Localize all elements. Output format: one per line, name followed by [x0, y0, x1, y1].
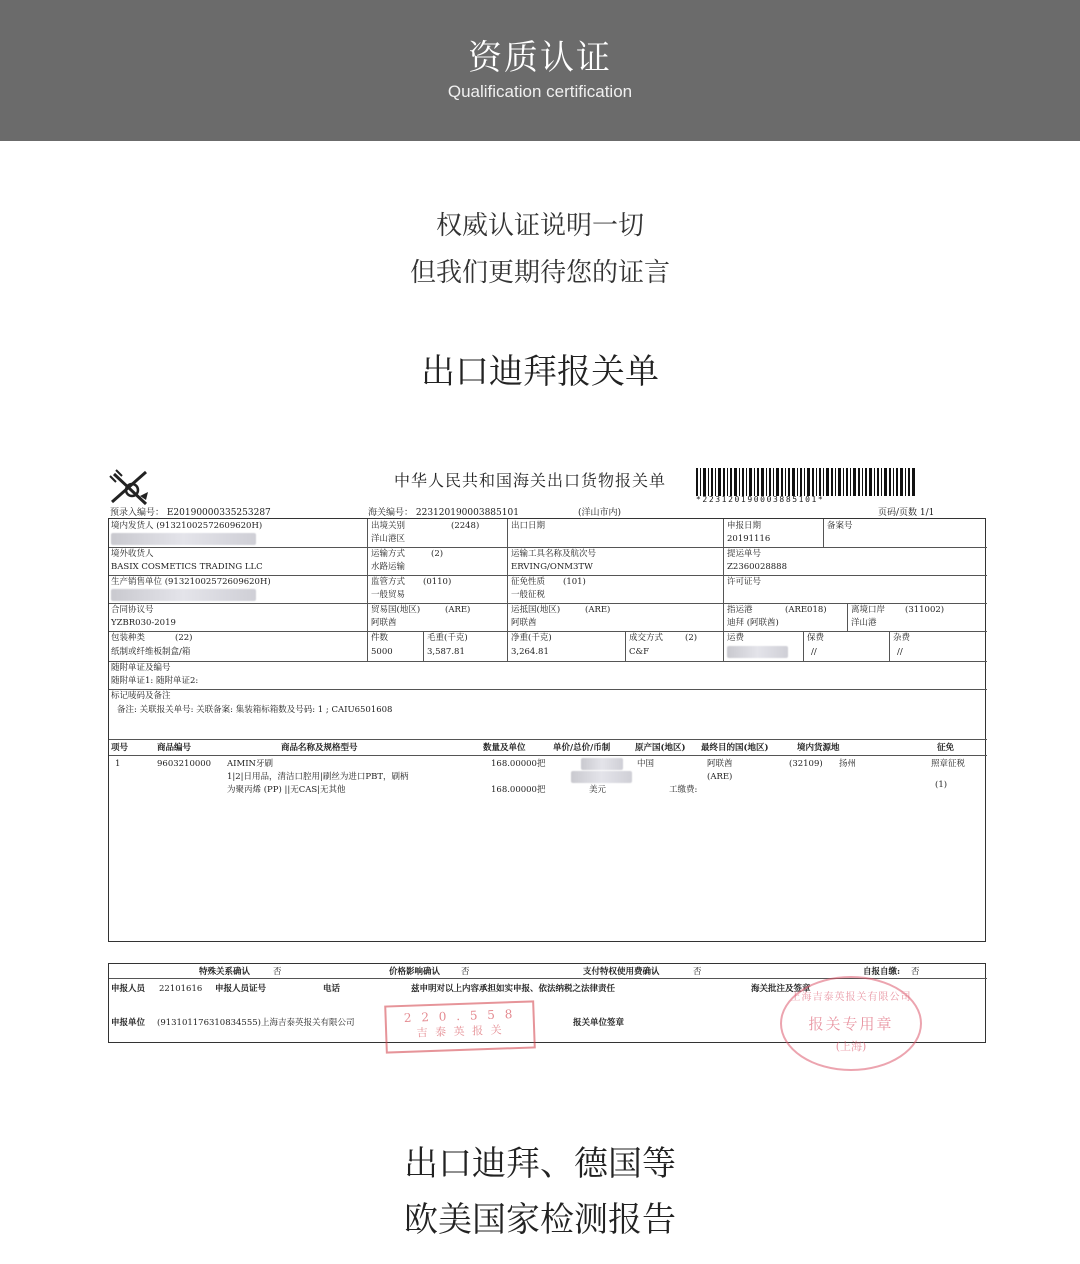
misc-fee-label: 杂费: [893, 633, 911, 643]
customs-number: 海关编号： 223120190003885101: [368, 508, 519, 518]
item-header-qty: 数量及单位: [483, 743, 526, 753]
pieces-label: 件数: [371, 633, 389, 643]
footer-line-1: 出口迪拜、德国等: [404, 1144, 676, 1184]
export-port-label: 出境关别: [371, 521, 406, 531]
declare-date-value: 20191116: [727, 534, 771, 544]
levy-label: 征免性质: [511, 577, 546, 587]
item-header-source: 境内货源地: [797, 743, 840, 753]
supervision-label: 监管方式: [371, 577, 406, 587]
phone-label: 电话: [323, 984, 341, 994]
net-weight-label: 净重(千克): [511, 633, 552, 643]
item-header-price: 单价/总价/币制: [553, 743, 611, 753]
item-total-redacted: [569, 770, 634, 784]
trade-country-label: 贸易国(地区): [371, 605, 421, 615]
freight-label: 运费: [727, 633, 745, 643]
levy-value: 一般征税: [511, 590, 546, 600]
item-source-name: 扬州: [839, 759, 857, 769]
gross-weight-value: 3,587.81: [427, 647, 465, 657]
docs-value: 随附单证1: 随附单证2:: [111, 676, 199, 686]
barcode-number: *223120190003885101*: [696, 495, 825, 504]
banner-subtitle: Qualification certification: [447, 82, 633, 101]
dest-country-value: 阿联酋: [511, 618, 537, 628]
document-title: 中华人民共和国海关出口货物报关单: [393, 471, 666, 490]
deal-code: (2): [685, 633, 698, 643]
unit-stamp-label: 报关单位签章: [573, 1018, 625, 1028]
insurance-label: 保费: [807, 633, 825, 643]
docs-label: 随附单证及编号: [111, 663, 171, 673]
transport-label: 运输方式: [371, 549, 406, 559]
exit-port-label: 离境口岸: [851, 605, 886, 615]
dest-country-code: (ARE): [585, 605, 611, 615]
price-influence-label: 价格影响确认: [389, 967, 441, 977]
deal-value: C&F: [629, 647, 649, 657]
page-count: 页码/页数 1/1: [878, 508, 935, 518]
item-qty-1: 168.00000把: [491, 759, 546, 769]
item-spec-line2: 为聚丙烯 (PP) ||无CAS|无其他: [227, 785, 346, 795]
gross-weight-label: 毛重(千克): [427, 633, 468, 643]
item-name: AIMIN牙刷: [227, 759, 273, 769]
declare-date-label: 申报日期: [727, 521, 762, 531]
pre-entry-number: 预录入编号： E20190000335253287: [110, 508, 271, 518]
item-workfee: 工缴费:: [669, 785, 698, 795]
port-note: (洋山市内): [578, 508, 622, 518]
levy-code: (101): [563, 577, 586, 587]
supervision-value: 一般贸易: [371, 590, 406, 600]
dest-port-label: 指运港: [727, 605, 753, 615]
declarant-label: 申报人员: [111, 984, 146, 994]
contract-label: 合同协议号: [111, 605, 154, 615]
package-value: 纸制或纤维板制盒/箱: [111, 647, 191, 657]
item-header-origin: 原产国(地区): [635, 743, 686, 753]
item-header-exemption: 征免: [937, 743, 955, 753]
self-report-value: 否: [911, 967, 920, 977]
item-hs-code: 9603210000: [157, 759, 212, 769]
license-label: 许可证号: [727, 577, 762, 587]
round-seal-stamp: 上海吉泰英报关有限公司 报关专用章 (上海): [780, 976, 922, 1071]
item-header-name: 商品名称及规格型号: [281, 743, 358, 753]
declarant-cert-label: 申报人员证号: [215, 984, 267, 994]
statement: 兹申明对以上内容承担如实申报、依法纳税之法律责任: [411, 984, 616, 994]
section-title: 出口迪拜报关单: [421, 352, 659, 392]
exit-port-value: 洋山港: [851, 618, 877, 628]
transport-value: 水路运输: [371, 562, 406, 572]
special-relation-label: 特殊关系确认: [199, 967, 251, 977]
vessel-value: ERVING/ONM3TW: [511, 562, 593, 572]
misc-fee-value: //: [897, 647, 903, 657]
approval-label: 海关批注及签章: [751, 984, 811, 994]
tagline-1: 权威认证说明一切: [435, 211, 644, 241]
item-qty-2: 168.00000把: [491, 785, 546, 795]
item-dest-code: (ARE): [707, 772, 733, 782]
dest-country-label: 运抵国(地区): [511, 605, 561, 615]
pieces-value: 5000: [371, 647, 393, 657]
shipper-label: 境内发货人 (91321002572609620H): [111, 521, 263, 531]
banner-title: 资质认证: [468, 38, 612, 78]
item-header-hs: 商品编号: [157, 743, 192, 753]
footer-line-2: 欧美国家检测报告: [404, 1200, 676, 1240]
bl-label: 提运单号: [727, 549, 762, 559]
package-code: (22): [175, 633, 193, 643]
net-weight-value: 3,264.81: [511, 647, 549, 657]
producer-label: 生产销售单位 (91321002572609620H): [111, 577, 271, 587]
item-exemption-code: (1): [935, 780, 948, 790]
package-label: 包装种类: [111, 633, 146, 643]
supervision-code: (0110): [423, 577, 452, 587]
customs-declaration-document: [100, 458, 990, 1078]
exit-port-code: (311002): [905, 605, 945, 615]
header-banner: [0, 0, 1080, 141]
item-origin: 中国: [637, 759, 655, 769]
consignee-label: 境外收货人: [111, 549, 154, 559]
dest-port-value: 迪拜 (阿联酋): [727, 618, 779, 628]
export-port-value: 洋山港区: [371, 534, 406, 544]
customs-emblem-icon: [106, 466, 154, 510]
export-port-code: (2248): [451, 521, 480, 531]
royalty-label: 支付特权使用费确认: [583, 967, 660, 977]
contract-value: YZBR030-2019: [111, 618, 176, 628]
item-no: 1: [115, 759, 121, 769]
consignee-value: BASIX COSMETICS TRADING LLC: [111, 562, 263, 572]
item-currency: 美元: [589, 785, 607, 795]
insurance-value: //: [811, 647, 817, 657]
item-spec-line1: 1|2|日用品，清洁口腔用|刷丝为进口PBT，刷柄: [227, 772, 409, 782]
vessel-label: 运输工具名称及航次号: [511, 549, 597, 559]
trade-country-value: 阿联酋: [371, 618, 397, 628]
freight-value-redacted: [725, 645, 790, 659]
trade-country-code: (ARE): [445, 605, 471, 615]
bl-value: Z2360028888: [727, 562, 787, 572]
self-report-label: 自报自缴:: [863, 967, 901, 977]
unit-value: (913101176310834555)上海吉泰英报关有限公司: [157, 1018, 355, 1028]
rect-seal-stamp: 2 2 0 . 5 5 8 吉 泰 英 报 关: [384, 1000, 536, 1053]
record-no-label: 备案号: [827, 521, 853, 531]
declaration-grid: [108, 518, 986, 942]
declarant-value: 22101616: [159, 984, 203, 994]
tagline-2: 但我们更期待您的证言: [409, 258, 670, 288]
item-header-no: 项号: [111, 743, 129, 753]
item-source-code: (32109): [789, 759, 823, 769]
remarks-text: 备注: 关联报关单号: 关联备案: 集装箱标箱数及号码: 1 ; CAIU6501608: [117, 705, 393, 715]
producer-name-redacted: [109, 588, 258, 602]
price-influence-value: 否: [461, 967, 470, 977]
item-exemption: 照章征税: [931, 759, 966, 769]
item-price-redacted: [579, 757, 625, 771]
export-date-label: 出口日期: [511, 521, 546, 531]
barcode-icon: [696, 468, 916, 496]
dest-port-code: (ARE018): [785, 605, 827, 615]
special-relation-value: 否: [273, 967, 282, 977]
deal-label: 成交方式: [629, 633, 664, 643]
royalty-value: 否: [693, 967, 702, 977]
shipper-name-redacted: [109, 532, 258, 546]
item-dest-country: 阿联酋: [707, 759, 733, 769]
transport-code: (2): [431, 549, 444, 559]
item-header-dest: 最终目的国(地区): [701, 743, 769, 753]
unit-label: 申报单位: [111, 1018, 146, 1028]
marks-label: 标记唛码及备注: [111, 691, 171, 701]
